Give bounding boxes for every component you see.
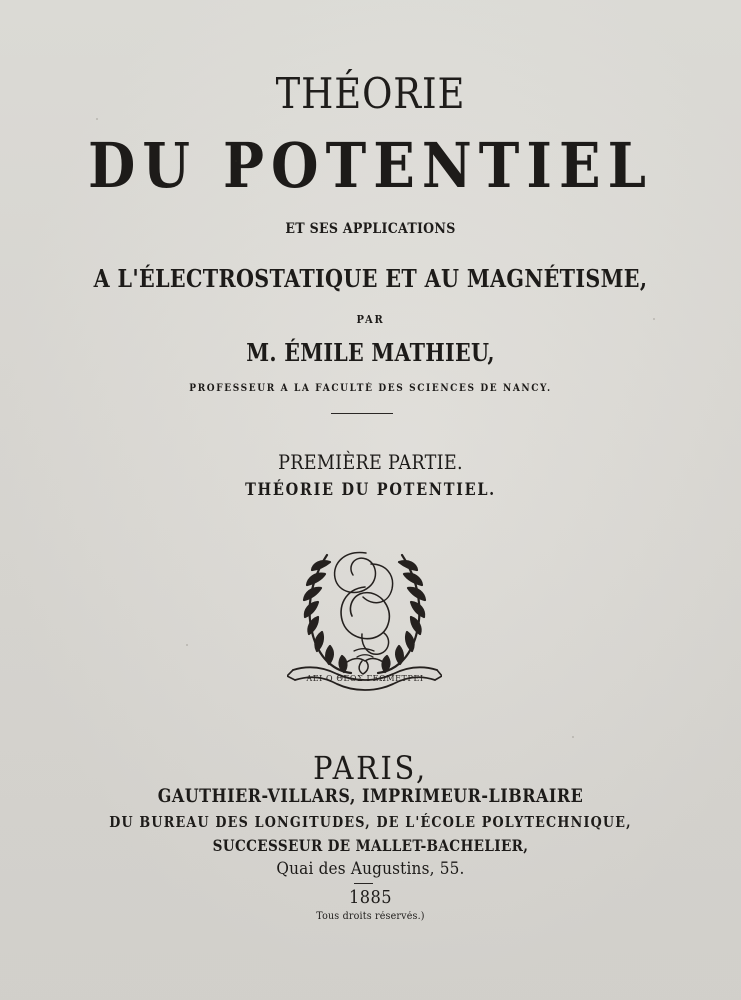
emblem-motto: ΑΕΙ Ο ΘΕΟΣ ΓΕΩΜΕΤΡΕΙ bbox=[306, 674, 424, 683]
publication-city: PARIS, bbox=[313, 749, 428, 787]
publisher-line-2: DU BUREAU DES LONGITUDES, DE L'ÉCOLE POLYTECHNIQUE, bbox=[109, 813, 632, 831]
paper-speck bbox=[235, 160, 237, 162]
subtitle-small: ET SES APPLICATIONS bbox=[285, 221, 456, 237]
laurel-wreath-monogram-icon bbox=[287, 535, 442, 693]
publisher-line-3: SUCCESSEUR DE MALLET-BACHELIER, bbox=[212, 836, 529, 855]
section-divider bbox=[331, 413, 393, 414]
paper-speck bbox=[96, 118, 98, 120]
publication-year: 1885 bbox=[348, 887, 393, 908]
part-title: THÉORIE DU POTENTIEL. bbox=[245, 480, 496, 500]
publisher-address: Quai des Augustins, 55. bbox=[276, 859, 465, 879]
by-label: PAR bbox=[356, 313, 385, 326]
author-name: M. ÉMILE MATHIEU, bbox=[246, 338, 495, 367]
rights-notice: Tous droits réservés.) bbox=[316, 911, 425, 922]
publisher-name: GAUTHIER-VILLARS, IMPRIMEUR-LIBRAIRE bbox=[157, 785, 584, 807]
year-divider bbox=[354, 883, 373, 884]
paper-speck bbox=[572, 736, 574, 738]
part-label: PREMIÈRE PARTIE. bbox=[278, 450, 463, 474]
paper-speck bbox=[653, 318, 655, 320]
title-top: THÉORIE bbox=[275, 69, 466, 118]
author-position: PROFESSEUR A LA FACULTÉ DES SCIENCES DE NANCY. bbox=[189, 383, 552, 394]
paper-speck bbox=[186, 644, 188, 646]
title-main: DU POTENTIEL bbox=[87, 129, 654, 202]
subtitle-main: A L'ÉLECTROSTATIQUE ET AU MAGNÉTISME, bbox=[93, 264, 648, 293]
